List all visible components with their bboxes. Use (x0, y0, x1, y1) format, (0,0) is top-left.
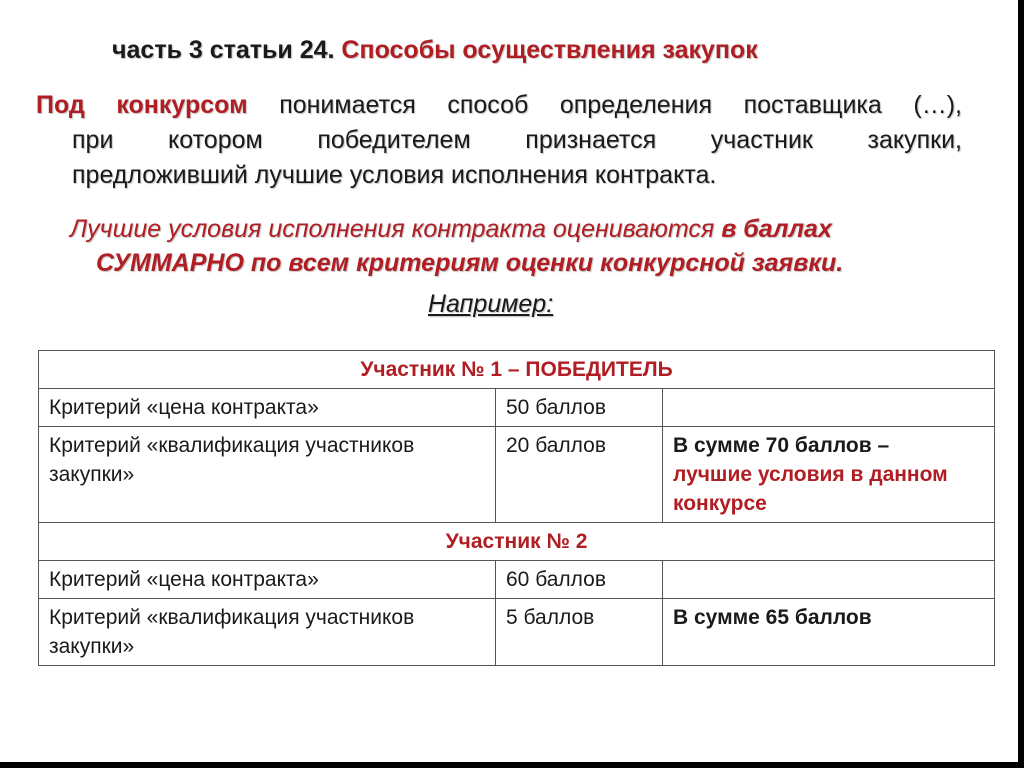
score-cell: 50 баллов (496, 389, 663, 427)
slide-title (112, 34, 932, 66)
criterion-cell: Критерий «квалификация участников закупки» (39, 599, 496, 666)
total-cell-empty (663, 561, 995, 599)
table-row (39, 561, 995, 599)
score-cell: 20 баллов (496, 427, 663, 523)
table-row (39, 389, 995, 427)
table-row (39, 599, 995, 666)
title-highlight: Способы осуществления закупок (341, 36, 758, 64)
criterion-cell: Критерий «квалификация участников закупки» (39, 427, 496, 523)
definition-paragraph (36, 88, 962, 193)
participant-1-total-cell (663, 427, 995, 523)
definition-line-3: предложивший лучшие условия исполнения контракта. (72, 161, 717, 189)
score-cell: 60 баллов (496, 561, 663, 599)
definition-term: Под конкурсом (36, 91, 248, 119)
total-cell-empty (663, 389, 995, 427)
criterion-cell: Критерий «цена контракта» (39, 561, 496, 599)
participant-2-header: Участник № 2 (39, 523, 995, 561)
table-row (39, 427, 995, 523)
criterion-cell: Критерий «цена контракта» (39, 389, 496, 427)
scores-table (38, 350, 995, 666)
table-row (39, 523, 995, 561)
emphasis-part-1: Лучшие условия исполнения контракта оцениваются (70, 215, 715, 243)
participant-2-total: В сумме 65 баллов (663, 599, 995, 666)
slide-border-bottom (0, 762, 1024, 768)
score-cell: 5 баллов (496, 599, 663, 666)
definition-line-2: при котором победителем признается участник закупки, (72, 126, 962, 154)
slide-border-right (1018, 0, 1024, 768)
table-row (39, 351, 995, 389)
title-prefix: часть 3 статьи 24. (112, 36, 335, 64)
definition-line-1-rest: понимается способ определения поставщика (…), (279, 91, 962, 119)
example-label: Например: (428, 290, 554, 318)
definition-line-1 (36, 88, 962, 123)
participant-1-header: Участник № 1 – ПОБЕДИТЕЛЬ (39, 351, 995, 389)
participant-1-total: В сумме 70 баллов – (673, 434, 890, 457)
emphasis-paragraph (70, 212, 940, 280)
emphasis-part-2: в баллах (721, 215, 832, 243)
participant-1-total-note: лучшие условия в данном конкурсе (673, 463, 948, 515)
emphasis-line-2: СУММАРНО по всем критериям оценки конкурсной заявки. (96, 249, 844, 277)
